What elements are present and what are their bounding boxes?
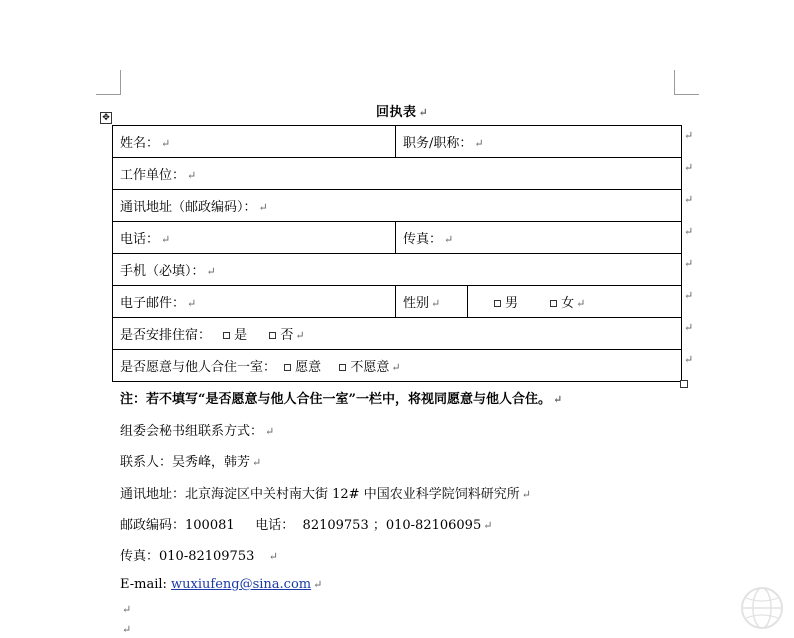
- gender-female-checkbox[interactable]: [550, 300, 557, 307]
- table-move-handle-icon[interactable]: ✥: [100, 112, 112, 124]
- table-row: [113, 158, 682, 190]
- empty-paragraph: ↵: [122, 603, 132, 616]
- lodging-no-label: 否: [280, 328, 294, 343]
- page-corner-mark-top-right: [674, 70, 699, 95]
- mobile-cell[interactable]: 手机（必填）： ↵: [113, 254, 682, 286]
- contact-address: 通讯地址：北京海淀区中关村南大街 12# 中国农业科学院饲料研究所 ↵: [120, 487, 531, 502]
- contact-email: E-mail: wuxiufeng@sina.com ↵: [120, 577, 323, 592]
- table-row: [113, 190, 682, 222]
- table-row: [113, 318, 682, 350]
- table-row: [113, 126, 682, 158]
- address-cell[interactable]: 通讯地址（邮政编码）： ↵: [113, 190, 682, 222]
- table-row: [113, 286, 682, 318]
- contact-person: 联系人：吴秀峰，韩芳 ↵: [120, 455, 262, 470]
- email-link[interactable]: wuxiufeng@sina.com: [171, 577, 312, 592]
- empty-paragraph: ↵: [122, 623, 132, 636]
- workplace-cell[interactable]: 工作单位： ↵: [113, 158, 682, 190]
- contact-postcode-phone: 邮政编码：100081 电话： 82109753 ；010-82106095 ↵: [120, 518, 493, 533]
- form-note: 注：若不填写“是否愿意与他人合住一室”一栏中，将视同愿意与他人合住。 ↵: [120, 392, 563, 407]
- table-row: [113, 254, 682, 286]
- gender-options-cell: 男 女 ↵: [468, 286, 682, 318]
- form-title: 回执表 ↵: [376, 105, 429, 120]
- contact-heading: 组委会秘书组联系方式： ↵: [120, 424, 275, 439]
- gender-label-cell: 性别 ↵: [396, 286, 468, 318]
- email-cell[interactable]: 电子邮件： ↵: [113, 286, 396, 318]
- share-room-yes-checkbox[interactable]: [284, 364, 291, 371]
- table-row: [113, 350, 682, 382]
- page-corner-mark-top-left: [96, 70, 121, 95]
- gender-female-label: 女: [561, 296, 575, 311]
- gender-male-checkbox[interactable]: [494, 300, 501, 307]
- table-row: [113, 222, 682, 254]
- share-room-no-checkbox[interactable]: [339, 364, 346, 371]
- fax-cell[interactable]: 传真： ↵: [396, 222, 682, 254]
- table-resize-handle[interactable]: [680, 380, 688, 388]
- name-cell[interactable]: 姓名： ↵: [113, 126, 396, 158]
- share-room-cell: 是否愿意与他人合住一室： 愿意 不愿意 ↵: [113, 350, 682, 382]
- share-room-yes-label: 愿意: [295, 360, 322, 375]
- share-room-no-label: 不愿意: [350, 360, 390, 375]
- row-end-marks: ↵ ↵ ↵ ↵ ↵ ↵ ↵ ↵: [684, 129, 694, 366]
- lodging-yes-label: 是: [234, 328, 248, 343]
- contact-fax: 传真：010-82109753 ↵: [120, 549, 278, 564]
- receipt-form-table: [112, 125, 682, 382]
- globe-watermark-icon: [738, 584, 786, 632]
- lodging-no-checkbox[interactable]: [269, 332, 276, 339]
- gender-male-label: 男: [505, 296, 519, 311]
- lodging-yes-checkbox[interactable]: [223, 332, 230, 339]
- position-cell[interactable]: 职务/职称： ↵: [396, 126, 682, 158]
- phone-cell[interactable]: 电话： ↵: [113, 222, 396, 254]
- lodging-cell: 是否安排住宿： 是 否 ↵: [113, 318, 682, 350]
